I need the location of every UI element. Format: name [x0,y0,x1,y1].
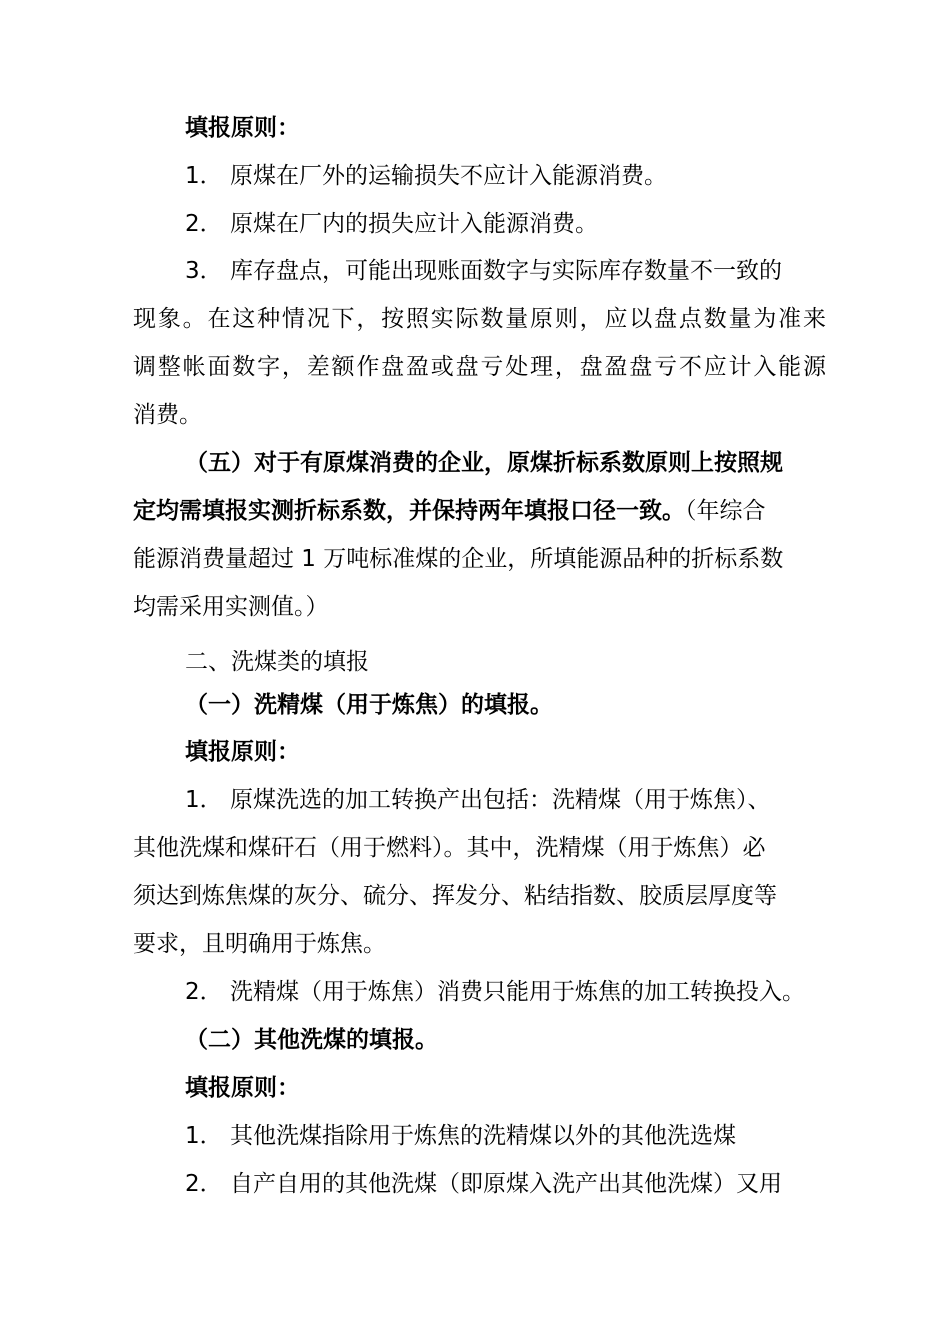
body-text: 消费。 [133,402,202,428]
body-text: 1． 原煤洗选的加工转换产出包括：洗精煤（用于炼焦）、 [185,787,771,813]
heading-text: 填报原则： [185,115,300,141]
text-line [0,833,950,863]
heading-text: 填报原则： [185,1075,300,1101]
text-line [0,647,950,677]
text-line [0,881,950,911]
text-line [0,929,950,959]
body-text: 二、洗煤类的填报 [185,649,369,675]
text-line [0,352,950,382]
body-text: 要求，且明确用于炼焦。 [133,931,386,957]
text-line [0,544,950,574]
body-text: 现象。在这种情况下，按照实际数量原则，应以盘点数量为准来 [133,306,826,332]
heading-text: （一）洗精煤（用于炼焦）的填报。 [185,692,553,718]
heading-text: （二）其他洗煤的填报。 [185,1027,438,1053]
text-line [0,1169,950,1199]
body-text: 2． 原煤在厂内的损失应计入能源消费。 [185,211,598,237]
body-text: 均需采用实测值。） [133,594,329,620]
body-text: 能源消费量超过 1 万吨标准煤的企业，所填能源品种的折标系数 [133,546,784,572]
body-text: 其他洗煤和煤矸石（用于燃料）。其中，洗精煤（用于炼焦）必 [133,835,766,861]
text-line [0,400,950,430]
body-text: 调整帐面数字，差额作盘盈或盘亏处理，盘盈盘亏不应计入能源 [133,354,826,380]
text-line [0,113,950,143]
body-text: 2． 洗精煤（用于炼焦）消费只能用于炼焦的加工转换投入。 [185,979,805,1005]
text-line [0,592,950,622]
text-line [0,690,950,720]
text-line [0,1025,950,1055]
text-line [0,448,950,478]
text-line [0,1121,950,1151]
text-line [0,496,950,526]
heading-text: 填报原则： [185,739,300,765]
text-line [0,161,950,191]
text-line [0,737,950,767]
text-line [0,209,950,239]
text-line [0,1073,950,1103]
text-line [0,977,950,1007]
text-line [0,256,950,286]
body-text: 1． 原煤在厂外的运输损失不应计入能源消费。 [185,163,667,189]
body-text: 须达到炼焦煤的灰分、硫分、挥发分、粘结指数、胶质层厚度等 [133,883,777,909]
text-line [0,304,950,334]
text-run: （年综合 [685,498,766,524]
body-text: 3． 库存盘点，可能出现账面数字与实际库存数量不一致的 [185,258,782,284]
body-text: 2． 自产自用的其他洗煤（即原煤入洗产出其他洗煤）又用 [185,1171,782,1197]
body-text: 1． 其他洗煤指除用于炼焦的洗精煤以外的其他洗选煤 [185,1123,736,1149]
text-line [0,785,950,815]
text-run: 定均需填报实测折标系数，并保持两年填报口径一致。 [133,498,685,524]
heading-text: （五）对于有原煤消费的企业，原煤折标系数原则上按照规 [185,450,783,476]
